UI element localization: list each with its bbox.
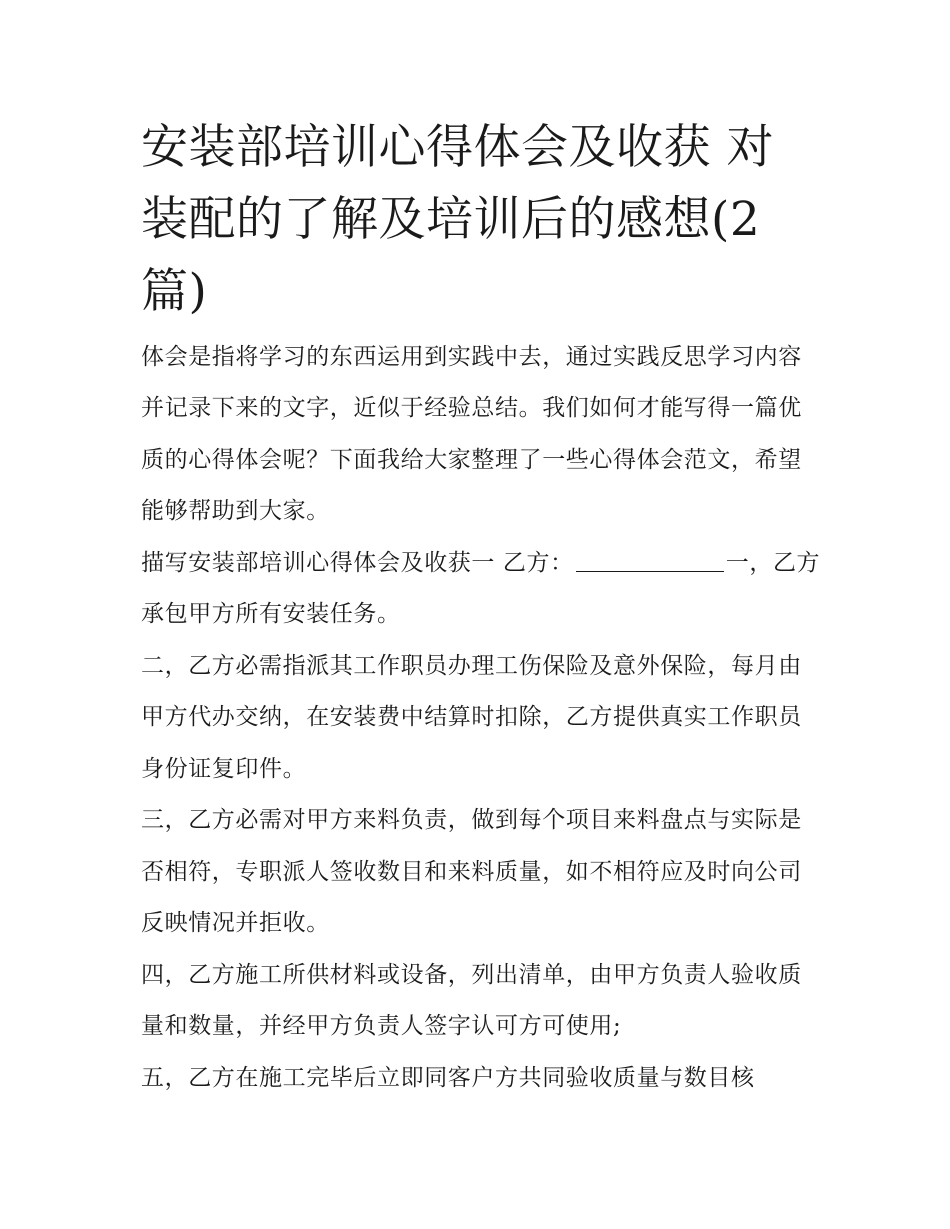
section-line xyxy=(141,538,821,641)
section-heading: 描写安装部培训心得体会及收获一 xyxy=(141,549,495,576)
clause-two: 二，乙方必需指派其工作职员办理工伤保险及意外保险，每月由甲方代办交纳，在安装费中结算时扣除，乙方提供真实工作职员身份证复印件。 xyxy=(141,652,802,782)
document-page xyxy=(141,112,821,1104)
fill-in-blank xyxy=(576,551,724,572)
clause-four: 四，乙方施工所供材料或设备，列出清单，由甲方负责人验收质量和数量，并经甲方负责人签字认可方可使用; xyxy=(141,961,802,1040)
document-title: 安装部培训心得体会及收获 对装配的了解及培训后的感想(2篇) xyxy=(141,120,774,319)
party-label: 乙方： xyxy=(502,549,574,576)
clause-five: 五，乙方在施工完毕后立即同客户方共同验收质量与数目核 xyxy=(141,1064,755,1091)
intro-paragraph: 体会是指将学习的东西运用到实践中去，通过实践反思学习内容并记录下来的文字，近似于经验总结。我们如何才能写得一篇优质的心得体会呢？下面我给大家整理了一些心得体会范文，希望能够帮助到大家。 xyxy=(141,343,802,525)
clause-one-label: 一， xyxy=(725,549,773,576)
clause-one-text: 乙方承包甲方所有安装任务。 xyxy=(141,549,821,628)
clause-three: 三，乙方必需对甲方来料负责，做到每个项目来料盘点与实际是否相符，专职派人签收数目和来料质量，如不相符应及时向公司反映情况并拒收。 xyxy=(141,807,802,937)
